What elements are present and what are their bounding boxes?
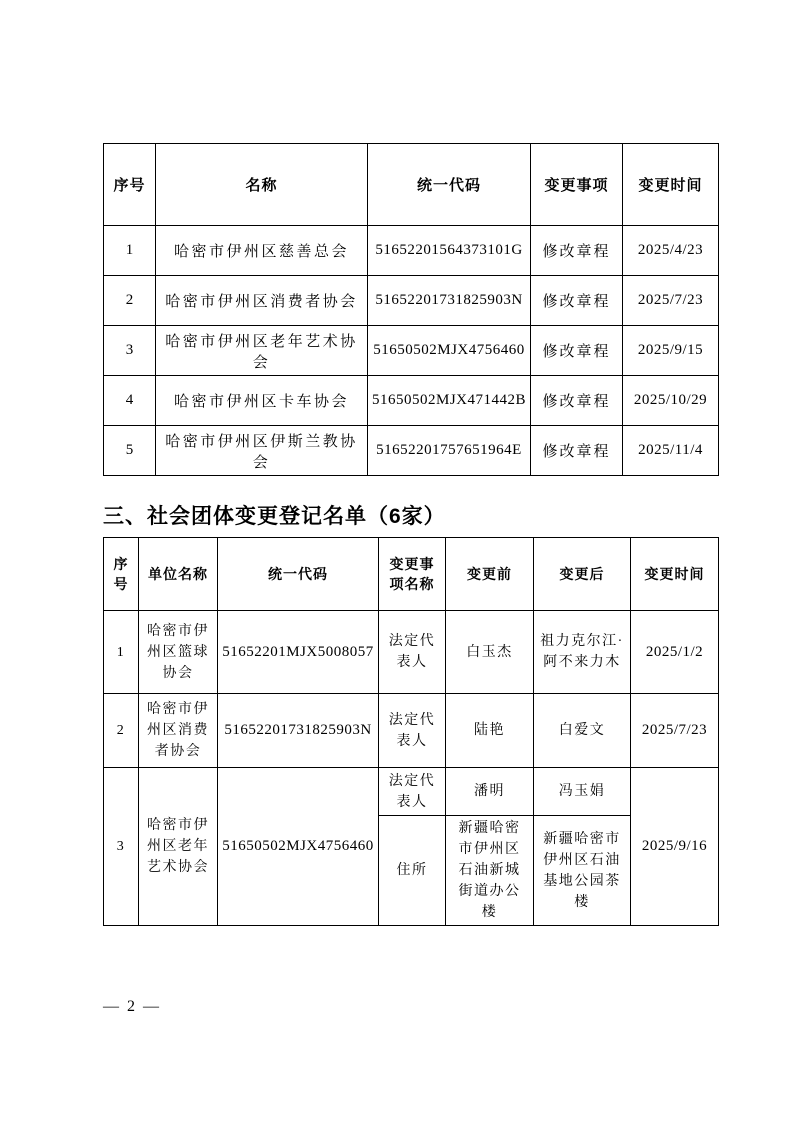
table-header-row bbox=[104, 538, 719, 611]
cell-org-name: 哈密市伊州区伊斯兰教协会 bbox=[156, 426, 368, 476]
cell-serial: 2 bbox=[104, 276, 156, 326]
cell-credit-code: 51650502MJX4756460 bbox=[218, 768, 379, 926]
cell-change-date: 2025/11/4 bbox=[623, 426, 719, 476]
cell-change-after: 新疆哈密市伊州区石油基地公园茶楼 bbox=[534, 816, 631, 926]
column-header-unit-name: 单位名称 bbox=[139, 538, 218, 611]
column-header-name: 名称 bbox=[156, 144, 368, 226]
cell-serial: 1 bbox=[104, 226, 156, 276]
section-heading: 三、社会团体变更登记名单（6家） bbox=[103, 505, 446, 528]
cell-org-name: 哈密市伊州区老年艺术协会 bbox=[156, 326, 368, 376]
table-header-row bbox=[104, 144, 719, 226]
table-row bbox=[104, 611, 719, 694]
cell-change-before: 新疆哈密市伊州区石油新城街道办公楼 bbox=[446, 816, 534, 926]
table-row bbox=[104, 326, 719, 376]
change-items-table bbox=[103, 143, 719, 476]
cell-change-after: 白爱文 bbox=[534, 694, 631, 768]
cell-change-date: 2025/9/15 bbox=[623, 326, 719, 376]
cell-credit-code: 51650502MJX471442B bbox=[368, 376, 531, 426]
cell-serial: 2 bbox=[104, 694, 139, 768]
cell-org-name: 哈密市伊州区慈善总会 bbox=[156, 226, 368, 276]
cell-change-after: 冯玉娟 bbox=[534, 768, 631, 816]
table-row bbox=[104, 276, 719, 326]
change-registration-table bbox=[103, 537, 719, 926]
cell-change-item: 法定代表人 bbox=[379, 611, 446, 694]
column-header-change-item: 变更事项 bbox=[531, 144, 623, 226]
cell-unit-name: 哈密市伊州区篮球协会 bbox=[139, 611, 218, 694]
cell-credit-code: 51650502MJX4756460 bbox=[368, 326, 531, 376]
column-header-change-date: 变更时间 bbox=[623, 144, 719, 226]
table-row bbox=[104, 768, 719, 816]
table-row bbox=[104, 226, 719, 276]
cell-credit-code: 51652201564373101G bbox=[368, 226, 531, 276]
cell-credit-code: 51652201MJX5008057 bbox=[218, 611, 379, 694]
cell-change-before: 陆艳 bbox=[446, 694, 534, 768]
cell-change-item: 法定代表人 bbox=[379, 768, 446, 816]
table-row bbox=[104, 376, 719, 426]
cell-change-item: 住所 bbox=[379, 816, 446, 926]
cell-change-before: 白玉杰 bbox=[446, 611, 534, 694]
column-header-serial: 序号 bbox=[104, 144, 156, 226]
cell-change-date: 2025/1/2 bbox=[631, 611, 719, 694]
cell-change-date: 2025/9/16 bbox=[631, 768, 719, 926]
cell-serial: 3 bbox=[104, 326, 156, 376]
cell-serial: 3 bbox=[104, 768, 139, 926]
column-header-change-item-name: 变更事项名称 bbox=[379, 538, 446, 611]
cell-change-after: 祖力克尔江·阿不来力木 bbox=[534, 611, 631, 694]
cell-unit-name: 哈密市伊州区老年艺术协会 bbox=[139, 768, 218, 926]
cell-serial: 5 bbox=[104, 426, 156, 476]
cell-change-item: 修改章程 bbox=[531, 376, 623, 426]
table-row bbox=[104, 426, 719, 476]
column-header-code: 统一代码 bbox=[218, 538, 379, 611]
cell-change-date: 2025/10/29 bbox=[623, 376, 719, 426]
cell-change-item: 法定代表人 bbox=[379, 694, 446, 768]
cell-change-date: 2025/7/23 bbox=[631, 694, 719, 768]
cell-change-date: 2025/4/23 bbox=[623, 226, 719, 276]
cell-change-item: 修改章程 bbox=[531, 226, 623, 276]
cell-credit-code: 51652201757651964E bbox=[368, 426, 531, 476]
cell-change-item: 修改章程 bbox=[531, 426, 623, 476]
table-row bbox=[104, 694, 719, 768]
cell-unit-name: 哈密市伊州区消费者协会 bbox=[139, 694, 218, 768]
column-header-before: 变更前 bbox=[446, 538, 534, 611]
cell-credit-code: 51652201731825903N bbox=[218, 694, 379, 768]
column-header-after: 变更后 bbox=[534, 538, 631, 611]
cell-change-date: 2025/7/23 bbox=[623, 276, 719, 326]
column-header-code: 统一代码 bbox=[368, 144, 531, 226]
page-number: — 2 — bbox=[103, 998, 161, 1015]
cell-credit-code: 51652201731825903N bbox=[368, 276, 531, 326]
cell-serial: 1 bbox=[104, 611, 139, 694]
cell-change-item: 修改章程 bbox=[531, 276, 623, 326]
column-header-change-date: 变更时间 bbox=[631, 538, 719, 611]
cell-serial: 4 bbox=[104, 376, 156, 426]
cell-org-name: 哈密市伊州区卡车协会 bbox=[156, 376, 368, 426]
cell-change-item: 修改章程 bbox=[531, 326, 623, 376]
cell-org-name: 哈密市伊州区消费者协会 bbox=[156, 276, 368, 326]
cell-change-before: 潘明 bbox=[446, 768, 534, 816]
column-header-serial: 序号 bbox=[104, 538, 139, 611]
